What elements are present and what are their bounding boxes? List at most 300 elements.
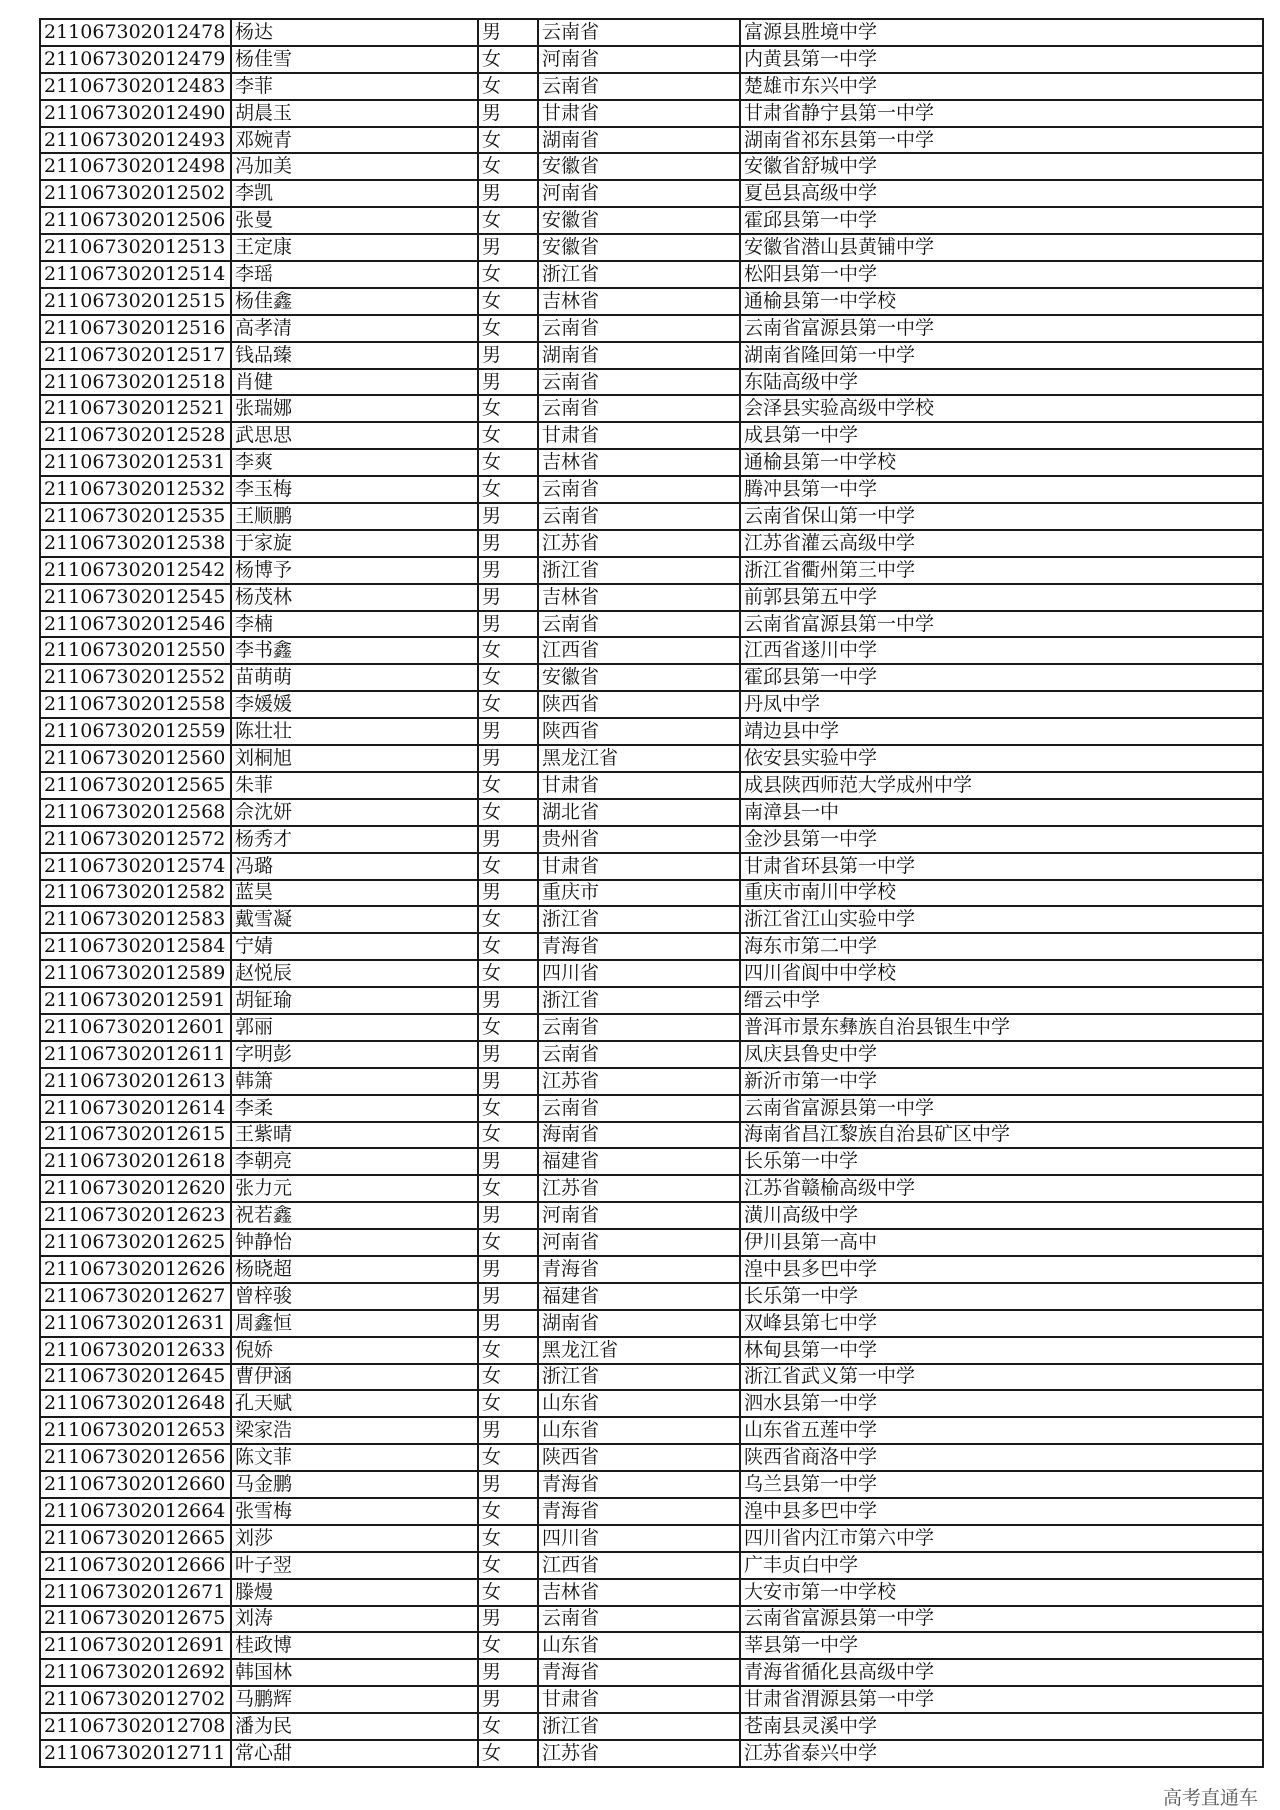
province-cell: 海南省 xyxy=(538,1122,740,1149)
table-row xyxy=(40,315,1263,342)
exam-id-cell: 211067302012516 xyxy=(40,315,231,342)
province-cell: 云南省 xyxy=(538,611,740,638)
gender-cell: 女 xyxy=(478,1390,538,1417)
exam-id-cell: 211067302012664 xyxy=(40,1498,231,1525)
name-cell: 高孝清 xyxy=(231,315,478,342)
name-cell: 曹伊涵 xyxy=(231,1364,478,1391)
name-cell: 杨佳鑫 xyxy=(231,288,478,315)
gender-cell: 女 xyxy=(478,1364,538,1391)
school-cell: 云南省保山第一中学 xyxy=(740,503,1263,530)
exam-id-cell: 211067302012627 xyxy=(40,1283,231,1310)
gender-cell: 女 xyxy=(478,933,538,960)
school-cell: 内黄县第一中学 xyxy=(740,46,1263,73)
province-cell: 湖南省 xyxy=(538,1310,740,1337)
school-cell: 四川省阆中中学校 xyxy=(740,960,1263,987)
school-cell: 丹凤中学 xyxy=(740,691,1263,718)
name-cell: 王紫晴 xyxy=(231,1122,478,1149)
province-cell: 浙江省 xyxy=(538,1713,740,1740)
exam-id-cell: 211067302012671 xyxy=(40,1579,231,1606)
gender-cell: 女 xyxy=(478,772,538,799)
table-row xyxy=(40,395,1263,422)
province-cell: 四川省 xyxy=(538,960,740,987)
name-cell: 刘莎 xyxy=(231,1525,478,1552)
school-cell: 长乐第一中学 xyxy=(740,1283,1263,1310)
table-row xyxy=(40,369,1263,396)
gender-cell: 男 xyxy=(478,1283,538,1310)
name-cell: 李朝亮 xyxy=(231,1148,478,1175)
student-table-body xyxy=(40,19,1263,1767)
exam-id-cell: 211067302012633 xyxy=(40,1337,231,1364)
exam-id-cell: 211067302012514 xyxy=(40,261,231,288)
table-row xyxy=(40,1068,1263,1095)
gender-cell: 男 xyxy=(478,826,538,853)
school-cell: 湖南省祁东县第一中学 xyxy=(740,127,1263,154)
school-cell: 双峰县第七中学 xyxy=(740,1310,1263,1337)
school-cell: 松阳县第一中学 xyxy=(740,261,1263,288)
table-row xyxy=(40,1525,1263,1552)
gender-cell: 女 xyxy=(478,1175,538,1202)
table-row xyxy=(40,342,1263,369)
exam-id-cell: 211067302012535 xyxy=(40,503,231,530)
name-cell: 字明彭 xyxy=(231,1041,478,1068)
gender-cell: 女 xyxy=(478,1444,538,1471)
table-row xyxy=(40,1471,1263,1498)
name-cell: 祝若鑫 xyxy=(231,1202,478,1229)
name-cell: 钱品臻 xyxy=(231,342,478,369)
province-cell: 江苏省 xyxy=(538,1068,740,1095)
table-row xyxy=(40,637,1263,664)
gender-cell: 女 xyxy=(478,449,538,476)
name-cell: 陈壮壮 xyxy=(231,718,478,745)
province-cell: 江西省 xyxy=(538,1552,740,1579)
province-cell: 河南省 xyxy=(538,1229,740,1256)
gender-cell: 女 xyxy=(478,153,538,180)
table-row xyxy=(40,422,1263,449)
exam-id-cell: 211067302012521 xyxy=(40,395,231,422)
gender-cell: 女 xyxy=(478,906,538,933)
name-cell: 邓婉青 xyxy=(231,127,478,154)
table-row xyxy=(40,1014,1263,1041)
exam-id-cell: 211067302012483 xyxy=(40,73,231,100)
province-cell: 吉林省 xyxy=(538,584,740,611)
exam-id-cell: 211067302012517 xyxy=(40,342,231,369)
exam-id-cell: 211067302012513 xyxy=(40,234,231,261)
province-cell: 陕西省 xyxy=(538,691,740,718)
gender-cell: 男 xyxy=(478,880,538,907)
table-row xyxy=(40,853,1263,880)
province-cell: 江苏省 xyxy=(538,1740,740,1767)
province-cell: 云南省 xyxy=(538,19,740,46)
gender-cell: 男 xyxy=(478,342,538,369)
name-cell: 杨达 xyxy=(231,19,478,46)
school-cell: 安徽省潜山县黄铺中学 xyxy=(740,234,1263,261)
gender-cell: 女 xyxy=(478,1014,538,1041)
exam-id-cell: 211067302012691 xyxy=(40,1632,231,1659)
province-cell: 云南省 xyxy=(538,1014,740,1041)
province-cell: 云南省 xyxy=(538,1606,740,1633)
table-row xyxy=(40,718,1263,745)
exam-id-cell: 211067302012601 xyxy=(40,1014,231,1041)
name-cell: 潘为民 xyxy=(231,1713,478,1740)
name-cell: 曾梓骏 xyxy=(231,1283,478,1310)
province-cell: 山东省 xyxy=(538,1390,740,1417)
gender-cell: 女 xyxy=(478,1552,538,1579)
school-cell: 青海省循化县高级中学 xyxy=(740,1659,1263,1686)
school-cell: 普洱市景东彝族自治县银生中学 xyxy=(740,1014,1263,1041)
table-row xyxy=(40,1498,1263,1525)
exam-id-cell: 211067302012478 xyxy=(40,19,231,46)
province-cell: 云南省 xyxy=(538,315,740,342)
school-cell: 苍南县灵溪中学 xyxy=(740,1713,1263,1740)
name-cell: 韩箫 xyxy=(231,1068,478,1095)
name-cell: 李楠 xyxy=(231,611,478,638)
exam-id-cell: 211067302012518 xyxy=(40,369,231,396)
province-cell: 青海省 xyxy=(538,1498,740,1525)
school-cell: 金沙县第一中学 xyxy=(740,826,1263,853)
exam-id-cell: 211067302012584 xyxy=(40,933,231,960)
table-row xyxy=(40,476,1263,503)
school-cell: 长乐第一中学 xyxy=(740,1148,1263,1175)
gender-cell: 男 xyxy=(478,557,538,584)
school-cell: 腾冲县第一中学 xyxy=(740,476,1263,503)
table-row xyxy=(40,288,1263,315)
exam-id-cell: 211067302012574 xyxy=(40,853,231,880)
school-cell: 通榆县第一中学校 xyxy=(740,288,1263,315)
table-row xyxy=(40,664,1263,691)
school-cell: 通榆县第一中学校 xyxy=(740,449,1263,476)
school-cell: 富源县胜境中学 xyxy=(740,19,1263,46)
table-row xyxy=(40,180,1263,207)
gender-cell: 男 xyxy=(478,1202,538,1229)
exam-id-cell: 211067302012591 xyxy=(40,987,231,1014)
table-row xyxy=(40,1364,1263,1391)
exam-id-cell: 211067302012645 xyxy=(40,1364,231,1391)
school-cell: 浙江省武义第一中学 xyxy=(740,1364,1263,1391)
exam-id-cell: 211067302012515 xyxy=(40,288,231,315)
gender-cell: 女 xyxy=(478,1525,538,1552)
gender-cell: 女 xyxy=(478,1229,538,1256)
table-row xyxy=(40,261,1263,288)
table-row xyxy=(40,933,1263,960)
name-cell: 胡钲瑜 xyxy=(231,987,478,1014)
province-cell: 河南省 xyxy=(538,1202,740,1229)
name-cell: 李爽 xyxy=(231,449,478,476)
gender-cell: 女 xyxy=(478,691,538,718)
province-cell: 江苏省 xyxy=(538,530,740,557)
table-row xyxy=(40,530,1263,557)
gender-cell: 女 xyxy=(478,46,538,73)
exam-id-cell: 211067302012666 xyxy=(40,1552,231,1579)
province-cell: 云南省 xyxy=(538,369,740,396)
gender-cell: 男 xyxy=(478,1310,538,1337)
gender-cell: 男 xyxy=(478,584,538,611)
name-cell: 梁家浩 xyxy=(231,1417,478,1444)
province-cell: 浙江省 xyxy=(538,1364,740,1391)
gender-cell: 女 xyxy=(478,1740,538,1767)
school-cell: 成县陕西师范大学成州中学 xyxy=(740,772,1263,799)
exam-id-cell: 211067302012675 xyxy=(40,1606,231,1633)
school-cell: 云南省富源县第一中学 xyxy=(740,611,1263,638)
watermark-text: 高考直通车 xyxy=(1162,1787,1258,1809)
school-cell: 伊川县第一高中 xyxy=(740,1229,1263,1256)
gender-cell: 女 xyxy=(478,422,538,449)
province-cell: 陕西省 xyxy=(538,718,740,745)
school-cell: 云南省富源县第一中学 xyxy=(740,315,1263,342)
province-cell: 浙江省 xyxy=(538,906,740,933)
gender-cell: 男 xyxy=(478,1471,538,1498)
school-cell: 南漳县一中 xyxy=(740,799,1263,826)
exam-id-cell: 211067302012625 xyxy=(40,1229,231,1256)
name-cell: 李柔 xyxy=(231,1095,478,1122)
school-cell: 甘肃省静宁县第一中学 xyxy=(740,100,1263,127)
gender-cell: 男 xyxy=(478,19,538,46)
name-cell: 杨佳雪 xyxy=(231,46,478,73)
exam-id-cell: 211067302012568 xyxy=(40,799,231,826)
province-cell: 安徽省 xyxy=(538,207,740,234)
name-cell: 张雪梅 xyxy=(231,1498,478,1525)
gender-cell: 男 xyxy=(478,234,538,261)
school-cell: 泗水县第一中学 xyxy=(740,1390,1263,1417)
school-cell: 前郭县第五中学 xyxy=(740,584,1263,611)
exam-id-cell: 211067302012692 xyxy=(40,1659,231,1686)
gender-cell: 男 xyxy=(478,503,538,530)
exam-id-cell: 211067302012498 xyxy=(40,153,231,180)
name-cell: 宁婧 xyxy=(231,933,478,960)
exam-id-cell: 211067302012665 xyxy=(40,1525,231,1552)
province-cell: 江苏省 xyxy=(538,1175,740,1202)
name-cell: 李书鑫 xyxy=(231,637,478,664)
exam-id-cell: 211067302012653 xyxy=(40,1417,231,1444)
name-cell: 杨晓超 xyxy=(231,1256,478,1283)
table-row xyxy=(40,1552,1263,1579)
province-cell: 吉林省 xyxy=(538,288,740,315)
gender-cell: 男 xyxy=(478,718,538,745)
school-cell: 霍邱县第一中学 xyxy=(740,207,1263,234)
province-cell: 青海省 xyxy=(538,1471,740,1498)
exam-id-cell: 211067302012582 xyxy=(40,880,231,907)
table-row xyxy=(40,772,1263,799)
school-cell: 凤庆县鲁史中学 xyxy=(740,1041,1263,1068)
province-cell: 吉林省 xyxy=(538,1579,740,1606)
gender-cell: 女 xyxy=(478,476,538,503)
gender-cell: 女 xyxy=(478,261,538,288)
name-cell: 孔天赋 xyxy=(231,1390,478,1417)
table-row xyxy=(40,1095,1263,1122)
exam-id-cell: 211067302012538 xyxy=(40,530,231,557)
exam-id-cell: 211067302012506 xyxy=(40,207,231,234)
exam-id-cell: 211067302012559 xyxy=(40,718,231,745)
gender-cell: 男 xyxy=(478,180,538,207)
gender-cell: 女 xyxy=(478,1713,538,1740)
province-cell: 青海省 xyxy=(538,933,740,960)
exam-id-cell: 211067302012545 xyxy=(40,584,231,611)
exam-id-cell: 211067302012613 xyxy=(40,1068,231,1095)
table-row xyxy=(40,799,1263,826)
province-cell: 甘肃省 xyxy=(538,1686,740,1713)
gender-cell: 女 xyxy=(478,1337,538,1364)
name-cell: 韩国林 xyxy=(231,1659,478,1686)
province-cell: 湖南省 xyxy=(538,127,740,154)
table-row xyxy=(40,1417,1263,1444)
gender-cell: 男 xyxy=(478,745,538,772)
name-cell: 桂政博 xyxy=(231,1632,478,1659)
school-cell: 江苏省灌云高级中学 xyxy=(740,530,1263,557)
table-row xyxy=(40,1310,1263,1337)
school-cell: 江苏省泰兴中学 xyxy=(740,1740,1263,1767)
exam-id-cell: 211067302012618 xyxy=(40,1148,231,1175)
school-cell: 莘县第一中学 xyxy=(740,1632,1263,1659)
name-cell: 冯加美 xyxy=(231,153,478,180)
table-row xyxy=(40,153,1263,180)
province-cell: 浙江省 xyxy=(538,557,740,584)
exam-id-cell: 211067302012656 xyxy=(40,1444,231,1471)
name-cell: 王顺鹏 xyxy=(231,503,478,530)
table-row xyxy=(40,234,1263,261)
table-row xyxy=(40,1606,1263,1633)
table-row xyxy=(40,826,1263,853)
gender-cell: 女 xyxy=(478,1095,538,1122)
table-row xyxy=(40,1390,1263,1417)
gender-cell: 女 xyxy=(478,288,538,315)
gender-cell: 男 xyxy=(478,1417,538,1444)
gender-cell: 女 xyxy=(478,1632,538,1659)
exam-id-cell: 211067302012550 xyxy=(40,637,231,664)
exam-id-cell: 211067302012648 xyxy=(40,1390,231,1417)
exam-id-cell: 211067302012479 xyxy=(40,46,231,73)
school-cell: 浙江省衢州第三中学 xyxy=(740,557,1263,584)
exam-id-cell: 211067302012531 xyxy=(40,449,231,476)
gender-cell: 女 xyxy=(478,207,538,234)
name-cell: 张曼 xyxy=(231,207,478,234)
province-cell: 四川省 xyxy=(538,1525,740,1552)
name-cell: 杨茂林 xyxy=(231,584,478,611)
exam-id-cell: 211067302012493 xyxy=(40,127,231,154)
school-cell: 新沂市第一中学 xyxy=(740,1068,1263,1095)
name-cell: 张力元 xyxy=(231,1175,478,1202)
province-cell: 陕西省 xyxy=(538,1444,740,1471)
school-cell: 会泽县实验高级中学校 xyxy=(740,395,1263,422)
exam-id-cell: 211067302012611 xyxy=(40,1041,231,1068)
table-row xyxy=(40,1579,1263,1606)
province-cell: 甘肃省 xyxy=(538,853,740,880)
name-cell: 滕熳 xyxy=(231,1579,478,1606)
table-row xyxy=(40,691,1263,718)
name-cell: 李凯 xyxy=(231,180,478,207)
table-row xyxy=(40,1229,1263,1256)
name-cell: 常心甜 xyxy=(231,1740,478,1767)
name-cell: 李瑶 xyxy=(231,261,478,288)
school-cell: 潢川高级中学 xyxy=(740,1202,1263,1229)
table-row xyxy=(40,127,1263,154)
name-cell: 冯璐 xyxy=(231,853,478,880)
exam-id-cell: 211067302012660 xyxy=(40,1471,231,1498)
school-cell: 湖南省隆回第一中学 xyxy=(740,342,1263,369)
name-cell: 蓝昊 xyxy=(231,880,478,907)
name-cell: 马鹏辉 xyxy=(231,1686,478,1713)
exam-id-cell: 211067302012702 xyxy=(40,1686,231,1713)
school-cell: 成县第一中学 xyxy=(740,422,1263,449)
table-row xyxy=(40,19,1263,46)
province-cell: 福建省 xyxy=(538,1148,740,1175)
school-cell: 夏邑县高级中学 xyxy=(740,180,1263,207)
school-cell: 云南省富源县第一中学 xyxy=(740,1606,1263,1633)
gender-cell: 男 xyxy=(478,530,538,557)
province-cell: 河南省 xyxy=(538,46,740,73)
table-row xyxy=(40,906,1263,933)
table-row xyxy=(40,745,1263,772)
exam-id-cell: 211067302012532 xyxy=(40,476,231,503)
table-row xyxy=(40,1202,1263,1229)
table-row xyxy=(40,1713,1263,1740)
gender-cell: 女 xyxy=(478,73,538,100)
exam-id-cell: 211067302012560 xyxy=(40,745,231,772)
name-cell: 杨秀才 xyxy=(231,826,478,853)
table-row xyxy=(40,207,1263,234)
table-row xyxy=(40,1444,1263,1471)
name-cell: 张瑞娜 xyxy=(231,395,478,422)
province-cell: 黑龙江省 xyxy=(538,1337,740,1364)
gender-cell: 男 xyxy=(478,1606,538,1633)
name-cell: 李菲 xyxy=(231,73,478,100)
exam-id-cell: 211067302012711 xyxy=(40,1740,231,1767)
province-cell: 浙江省 xyxy=(538,261,740,288)
gender-cell: 女 xyxy=(478,127,538,154)
name-cell: 周鑫恒 xyxy=(231,1310,478,1337)
province-cell: 湖南省 xyxy=(538,342,740,369)
province-cell: 青海省 xyxy=(538,1659,740,1686)
table-row xyxy=(40,960,1263,987)
gender-cell: 男 xyxy=(478,1041,538,1068)
school-cell: 霍邱县第一中学 xyxy=(740,664,1263,691)
table-row xyxy=(40,880,1263,907)
school-cell: 靖边县中学 xyxy=(740,718,1263,745)
school-cell: 缙云中学 xyxy=(740,987,1263,1014)
table-row xyxy=(40,1686,1263,1713)
name-cell: 武思思 xyxy=(231,422,478,449)
school-cell: 云南省富源县第一中学 xyxy=(740,1095,1263,1122)
province-cell: 湖北省 xyxy=(538,799,740,826)
name-cell: 佘沈妍 xyxy=(231,799,478,826)
province-cell: 重庆市 xyxy=(538,880,740,907)
gender-cell: 男 xyxy=(478,987,538,1014)
name-cell: 郭丽 xyxy=(231,1014,478,1041)
school-cell: 山东省五莲中学 xyxy=(740,1417,1263,1444)
province-cell: 山东省 xyxy=(538,1417,740,1444)
gender-cell: 女 xyxy=(478,315,538,342)
name-cell: 李玉梅 xyxy=(231,476,478,503)
name-cell: 王定康 xyxy=(231,234,478,261)
table-row xyxy=(40,449,1263,476)
gender-cell: 女 xyxy=(478,637,538,664)
province-cell: 浙江省 xyxy=(538,987,740,1014)
name-cell: 钟静怡 xyxy=(231,1229,478,1256)
province-cell: 云南省 xyxy=(538,73,740,100)
table-row xyxy=(40,1337,1263,1364)
table-row xyxy=(40,46,1263,73)
name-cell: 戴雪凝 xyxy=(231,906,478,933)
table-row xyxy=(40,100,1263,127)
province-cell: 江西省 xyxy=(538,637,740,664)
exam-id-cell: 211067302012623 xyxy=(40,1202,231,1229)
gender-cell: 女 xyxy=(478,960,538,987)
exam-id-cell: 211067302012708 xyxy=(40,1713,231,1740)
gender-cell: 男 xyxy=(478,1068,538,1095)
exam-id-cell: 211067302012589 xyxy=(40,960,231,987)
school-cell: 大安市第一中学校 xyxy=(740,1579,1263,1606)
table-row xyxy=(40,73,1263,100)
name-cell: 叶子翌 xyxy=(231,1552,478,1579)
name-cell: 陈文菲 xyxy=(231,1444,478,1471)
